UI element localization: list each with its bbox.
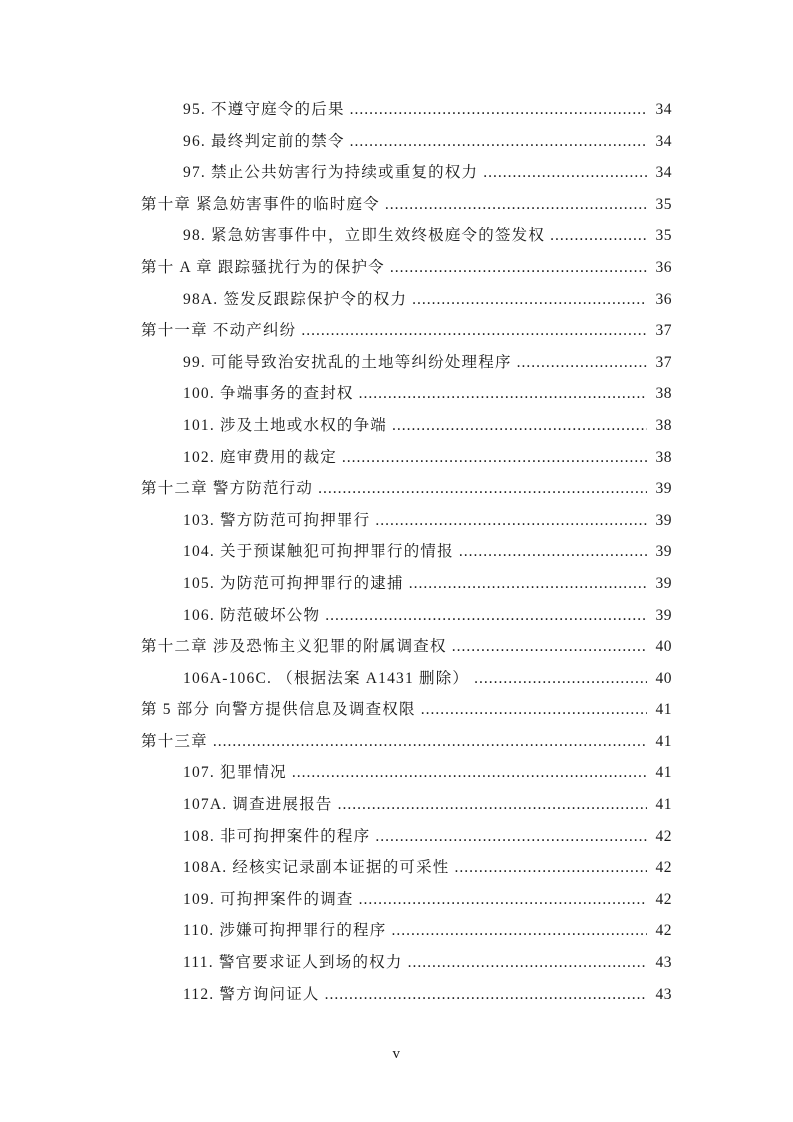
toc-entry-label: 95. 不遵守庭令的后果 <box>183 101 345 118</box>
toc-entry <box>141 821 672 853</box>
dot-leader-icon <box>454 536 647 568</box>
dot-leader-icon <box>447 631 647 663</box>
toc-entry-page: 34 <box>655 164 672 182</box>
toc-entry <box>141 663 672 695</box>
toc-entry-label: 110. 涉嫌可拘押罪行的程序 <box>183 922 387 940</box>
toc-entry-page: 34 <box>655 101 672 118</box>
toc-entry-page: 42 <box>655 890 672 908</box>
toc-entry <box>141 694 672 726</box>
toc-entry-page: 38 <box>655 416 672 434</box>
toc-entry-label: 第十二章 警方防范行动 <box>141 480 314 498</box>
toc-entry <box>141 915 672 947</box>
toc-entry <box>141 442 672 474</box>
toc-entry-label: 112. 警方询问证人 <box>183 985 320 1003</box>
dot-leader-icon <box>407 284 647 316</box>
dot-leader-icon <box>354 378 647 410</box>
dot-leader-icon <box>320 600 647 632</box>
toc-entry-label: 107A. 调查进展报告 <box>183 796 333 814</box>
toc-entry <box>141 157 672 189</box>
toc-entry-page: 42 <box>655 827 672 845</box>
toc-entry <box>141 852 672 884</box>
toc-entry <box>141 884 672 916</box>
toc-entry <box>141 252 672 284</box>
toc-entry <box>141 726 672 758</box>
toc-entry-label: 第十 A 章 跟踪骚扰行为的保护令 <box>141 258 385 276</box>
toc-entry <box>141 947 672 979</box>
toc-entry-page: 40 <box>655 638 672 656</box>
toc-entry-page: 37 <box>655 353 672 371</box>
dot-leader-icon <box>296 315 647 347</box>
toc-entry-label: 109. 可拘押案件的调查 <box>183 890 354 908</box>
toc-entry-page: 41 <box>655 796 672 814</box>
dot-leader-icon <box>345 126 647 158</box>
page-number: v <box>392 1046 401 1062</box>
toc-entry-page: 43 <box>655 985 672 1003</box>
toc-entry-page: 42 <box>655 922 672 940</box>
dot-leader-icon <box>545 220 647 252</box>
dot-leader-icon <box>387 410 647 442</box>
dot-leader-icon <box>386 915 647 947</box>
toc-entry <box>141 378 672 410</box>
toc-entry-label: 103. 警方防范可拘押罪行 <box>183 511 371 529</box>
table-of-contents <box>141 94 672 1010</box>
dot-leader-icon <box>370 821 647 853</box>
toc-entry-label: 104. 关于预谋触犯可拘押罪行的情报 <box>183 543 454 561</box>
toc-entry <box>141 220 672 252</box>
dot-leader-icon <box>313 473 647 505</box>
toc-entry-label: 101. 涉及土地或水权的争端 <box>183 416 388 434</box>
dot-leader-icon <box>345 94 647 126</box>
toc-entry-label: 108A. 经核实记录副本证据的可采性 <box>183 859 450 877</box>
toc-entry-label: 第十章 紧急妨害事件的临时庭令 <box>141 195 380 213</box>
dot-leader-icon <box>512 347 647 379</box>
toc-entry <box>141 315 672 347</box>
toc-entry-page: 38 <box>655 448 672 466</box>
toc-entry-page: 41 <box>655 764 672 782</box>
toc-entry-label: 107. 犯罪情况 <box>183 764 287 782</box>
toc-entry-label: 97. 禁止公共妨害行为持续或重复的权力 <box>183 164 479 182</box>
toc-entry <box>141 347 672 379</box>
toc-entry <box>141 473 672 505</box>
toc-entry-page: 39 <box>655 543 672 561</box>
toc-entry-page: 36 <box>655 258 672 276</box>
dot-leader-icon <box>469 663 647 695</box>
toc-entry-label: 第十二章 涉及恐怖主义犯罪的附属调查权 <box>141 638 447 656</box>
toc-entry <box>141 126 672 158</box>
toc-entry-page: 41 <box>655 732 672 750</box>
toc-entry-label: 98A. 签发反跟踪保护令的权力 <box>183 290 408 308</box>
toc-entry <box>141 284 672 316</box>
toc-entry-label: 98. 紧急妨害事件中，立即生效终极庭令的签发权 <box>183 227 546 245</box>
toc-entry-label: 第 5 部分 向警方提供信息及调查权限 <box>141 701 416 719</box>
toc-entry-page: 41 <box>655 701 672 719</box>
dot-leader-icon <box>380 189 647 221</box>
toc-entry <box>141 757 672 789</box>
toc-entry <box>141 505 672 537</box>
toc-entry-page: 39 <box>655 511 672 529</box>
toc-entry-label: 100. 争端事务的查封权 <box>183 385 354 403</box>
toc-entry-label: 105. 为防范可拘押罪行的逮捕 <box>183 574 404 592</box>
toc-entry <box>141 600 672 632</box>
dot-leader-icon <box>208 726 647 758</box>
toc-entry <box>141 979 672 1011</box>
dot-leader-icon <box>416 694 647 726</box>
toc-entry-label: 111. 警官要求证人到场的权力 <box>183 954 403 972</box>
toc-entry-label: 108. 非可拘押案件的程序 <box>183 827 371 845</box>
toc-entry-page: 39 <box>655 606 672 624</box>
toc-entry-label: 102. 庭审费用的裁定 <box>183 448 337 466</box>
toc-entry-page: 36 <box>655 290 672 308</box>
dot-leader-icon <box>333 789 647 821</box>
dot-leader-icon <box>404 568 647 600</box>
toc-entry-page: 35 <box>655 195 672 213</box>
toc-entry-page: 34 <box>655 132 672 150</box>
toc-entry-page: 42 <box>655 859 672 877</box>
toc-entry <box>141 189 672 221</box>
dot-leader-icon <box>478 157 647 189</box>
toc-entry-label: 96. 最终判定前的禁令 <box>183 132 345 150</box>
toc-entry-page: 37 <box>655 322 672 340</box>
toc-entry <box>141 410 672 442</box>
toc-entry-label: 106. 防范破坏公物 <box>183 606 321 624</box>
dot-leader-icon <box>385 252 647 284</box>
toc-entry-page: 40 <box>655 669 672 687</box>
toc-entry-page: 38 <box>655 385 672 403</box>
toc-entry-page: 43 <box>655 954 672 972</box>
toc-entry <box>141 94 672 126</box>
dot-leader-icon <box>320 979 647 1011</box>
toc-entry-page: 39 <box>655 574 672 592</box>
toc-entry <box>141 631 672 663</box>
page-footer <box>0 1046 793 1063</box>
dot-leader-icon <box>370 505 647 537</box>
dot-leader-icon <box>287 757 647 789</box>
dot-leader-icon <box>337 442 647 474</box>
toc-entry <box>141 789 672 821</box>
toc-entry-label: 106A-106C. （根据法案 A1431 删除） <box>183 669 470 687</box>
toc-entry-page: 35 <box>655 227 672 245</box>
dot-leader-icon <box>450 852 648 884</box>
toc-entry-label: 第十三章 <box>141 732 208 750</box>
toc-entry-label: 99. 可能导致治安扰乱的土地等纠纷处理程序 <box>183 353 512 371</box>
toc-entry <box>141 568 672 600</box>
dot-leader-icon <box>403 947 647 979</box>
toc-entry-label: 第十一章 不动产纠纷 <box>141 322 297 340</box>
toc-entry <box>141 536 672 568</box>
dot-leader-icon <box>354 884 647 916</box>
toc-entry-page: 39 <box>655 480 672 498</box>
